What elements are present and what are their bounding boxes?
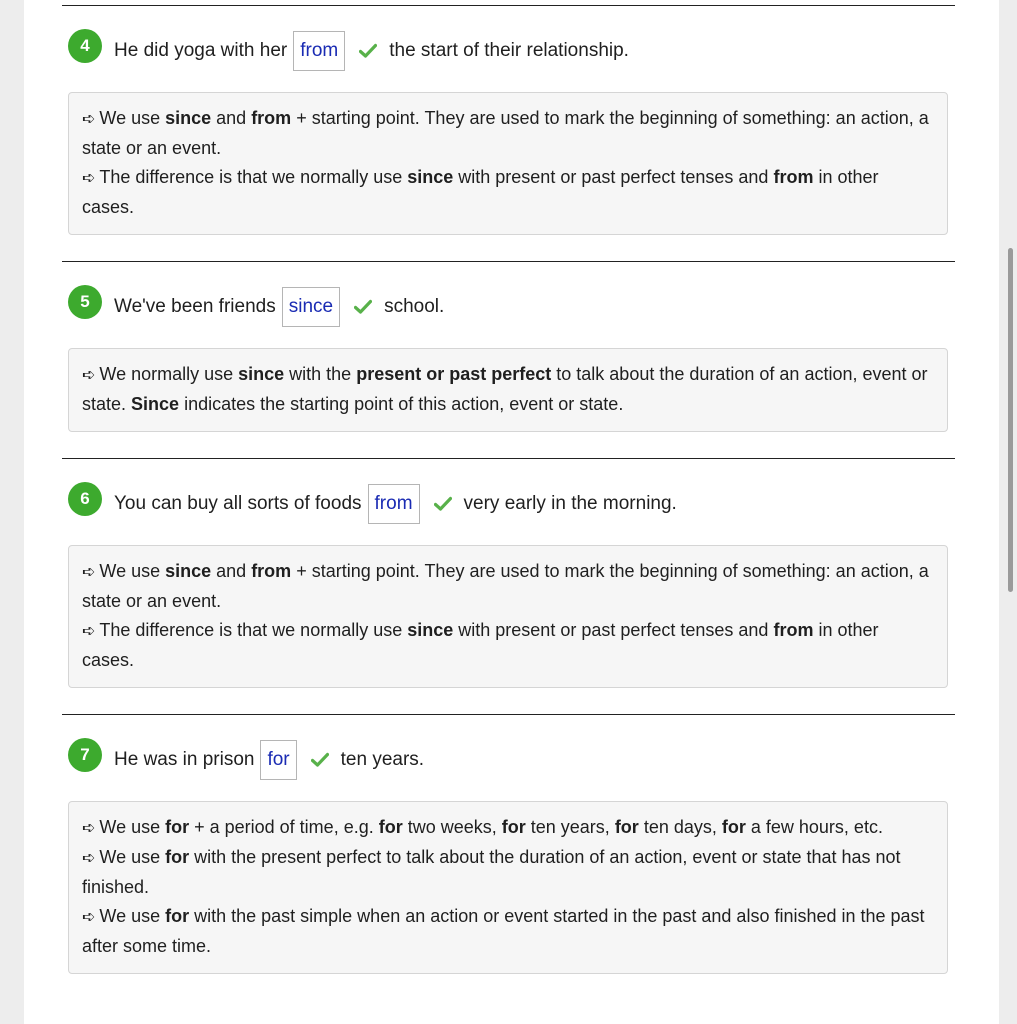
sentence-start: He was in prison: [114, 749, 255, 770]
question-number-badge: 7: [68, 738, 102, 772]
question-sentence: [68, 287, 444, 327]
right-arrow-icon: ➪: [82, 564, 96, 581]
checkmark-icon: [311, 752, 329, 768]
question-number-badge: 4: [68, 29, 102, 63]
explanation-text: We use for with the past simple when an action or event started in the past and also finished in the past after some time.: [82, 906, 925, 956]
right-arrow-icon: ➪: [82, 170, 96, 187]
checkmark-icon: [359, 43, 377, 59]
right-arrow-icon: ➪: [82, 909, 96, 926]
explanation-text: We normally use since with the present or past perfect to talk about the duration of an action, event or state. Since indicates the starting point of this action, event or state.: [82, 364, 928, 414]
sentence-start: He did yoga with her: [114, 40, 288, 61]
answer-box[interactable]: since: [282, 287, 340, 327]
explanation-line: [82, 360, 935, 419]
explanation-text: The difference is that we normally use since with present or past perfect tenses and from in other cases.: [82, 167, 879, 217]
explanation-text: We use for with the present perfect to talk about the duration of an action, event or state that has not finished.: [82, 847, 901, 897]
right-arrow-icon: ➪: [82, 367, 96, 384]
separator-rule: [62, 261, 955, 262]
question-sentence: [68, 484, 677, 524]
separator-rule: [62, 5, 955, 6]
exercise-page: [24, 0, 999, 1024]
question-sentence: [68, 31, 629, 71]
explanation-line: [82, 813, 935, 843]
separator-rule: [62, 714, 955, 715]
sentence-end: the start of their relationship.: [389, 40, 629, 61]
sentence-end: school.: [384, 296, 445, 317]
explanation-line: [82, 557, 935, 616]
right-arrow-icon: ➪: [82, 111, 96, 128]
answer-box[interactable]: for: [260, 740, 296, 780]
explanation-box: [68, 92, 948, 235]
explanation-line: [82, 104, 935, 163]
explanation-text: We use since and from + starting point. They are used to mark the beginning of something: an action, a state or an event.: [82, 561, 929, 611]
sentence-start: You can buy all sorts of foods: [114, 493, 362, 514]
separator-rule: [62, 458, 955, 459]
explanation-text: The difference is that we normally use since with present or past perfect tenses and from in other cases.: [82, 620, 879, 670]
explanation-text: We use since and from + starting point. They are used to mark the beginning of something: an action, a state or an event.: [82, 108, 929, 158]
explanation-box: [68, 545, 948, 688]
answer-box[interactable]: from: [293, 31, 345, 71]
sentence-end: very early in the morning.: [463, 493, 677, 514]
sentence-start: We've been friends: [114, 296, 276, 317]
right-arrow-icon: ➪: [82, 850, 96, 867]
right-arrow-icon: ➪: [82, 623, 96, 640]
explanation-line: [82, 163, 935, 222]
sentence-end: ten years.: [340, 749, 425, 770]
explanation-box: [68, 801, 948, 974]
explanation-line: [82, 843, 935, 902]
checkmark-icon: [434, 496, 452, 512]
explanation-line: [82, 616, 935, 675]
explanation-line: [82, 902, 935, 961]
question-number-badge: 6: [68, 482, 102, 516]
question-number-badge: 5: [68, 285, 102, 319]
right-arrow-icon: ➪: [82, 820, 96, 837]
explanation-text: We use for + a period of time, e.g. for two weeks, for ten years, for ten days, for a few hours, etc.: [99, 817, 883, 837]
answer-box[interactable]: from: [368, 484, 420, 524]
explanation-box: [68, 348, 948, 432]
scrollbar-thumb[interactable]: [1008, 248, 1013, 592]
question-sentence: [68, 740, 424, 780]
checkmark-icon: [354, 299, 372, 315]
